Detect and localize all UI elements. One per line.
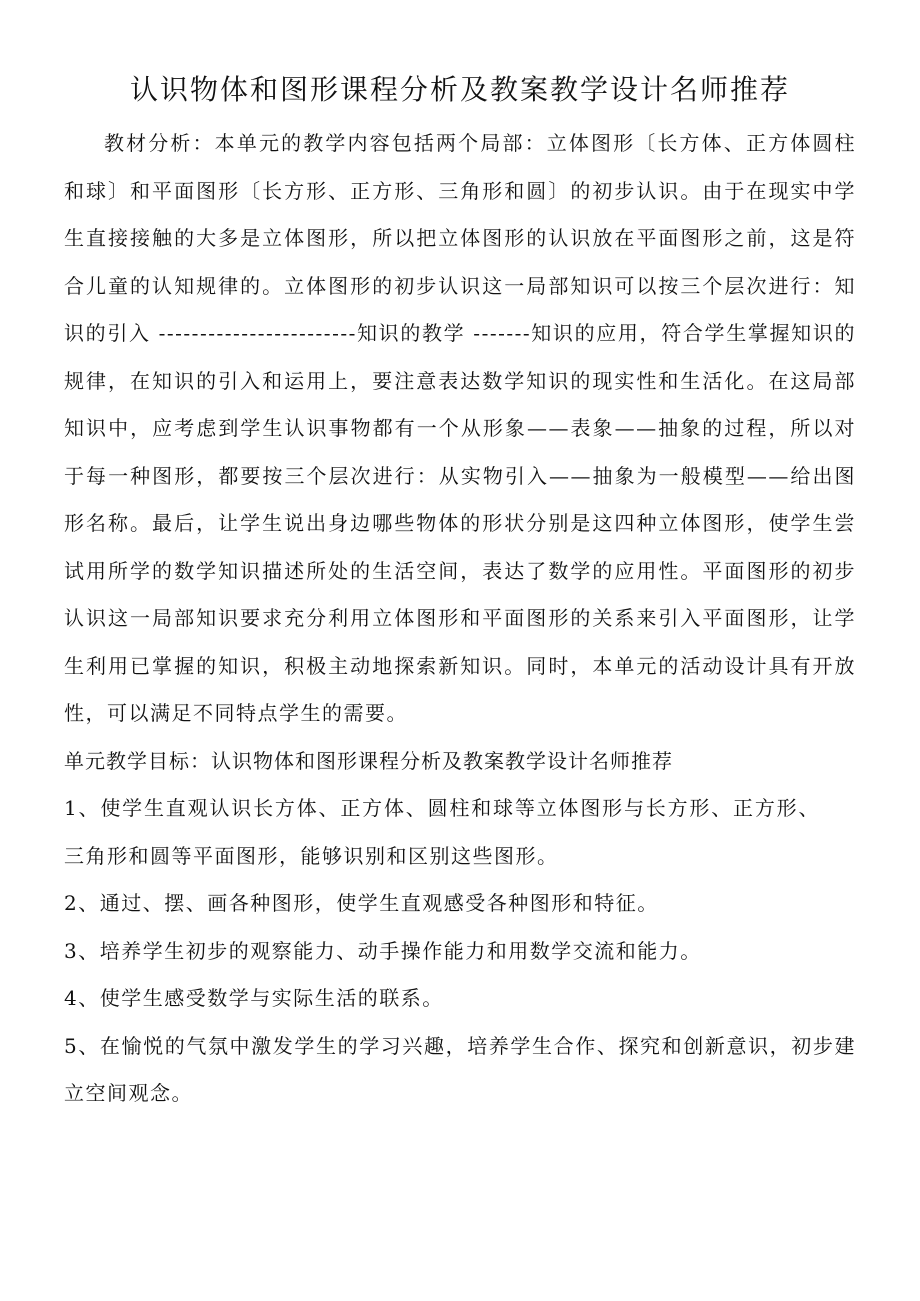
unit-goals-heading: 单元教学目标：认识物体和图形课程分析及教案教学设计名师推荐 — [64, 748, 673, 773]
textbook-analysis-paragraph: 教材分析：本单元的教学内容包括两个局部：立体图形〔长方体、正方体圆柱和球〕和平面图形〔长方形、正方形、三角形和圆〕的初步认识。由于在现实中学生直接接触的大多是立体图形，所以把立体图形的认识放在平面图形之前，这是符合儿童的认知规律的。立体图形的初步认识这一局部知识可以按三个层次进行：知识的引入 ------------------------知识的教学 -------知识的应用，符合学生掌握知识的规律，在知识的引入和运用上，要注意表达数学知识的现实性和生活化。在这局部知识中，应考虑到学生认识事物都有一个从形象——表象——抽象的过程，所以对于每一种图形，都要按三个层次进行：从实物引入——抽象为一般模型——给出图形名称。最后，让学生说出身边哪些物体的形状分别是这四种立体图形，使学生尝试用所学的数学知识描述所处的生活空间，表达了数学的应用性。平面图形的初步认识这一局部知识要求充分利用立体图形和平面图形的关系来引入平面图形，让学生利用已掌握的知识，积极主动地探索新知识。同时，本单元的活动设计具有开放性，可以满足不同特点学生的需要。 — [64, 131, 856, 725]
goal-item-1: 1、使学生直观认识长方体、正方体、圆柱和球等立体图形与长方形、正方形、三角形和圆等平面图形，能够识别和区别这些图形。 — [64, 796, 820, 868]
goal-item-2: 2、通过、摆、画各种图形，使学生直观感受各种图形和特征。 — [64, 891, 659, 915]
goal-item-4: 4、使学生感受数学与实际生活的联系。 — [64, 986, 444, 1010]
goal-item-5: 5、在愉悦的气氛中激发学生的学习兴趣，培养学生合作、探究和创新意识，初步建立空间观念。 — [64, 1033, 856, 1105]
document-title: 认识物体和图形课程分析及教案教学设计名师推荐 — [129, 73, 790, 106]
goal-item-3: 3、培养学生初步的观察能力、动手操作能力和用数学交流和能力。 — [64, 938, 702, 963]
